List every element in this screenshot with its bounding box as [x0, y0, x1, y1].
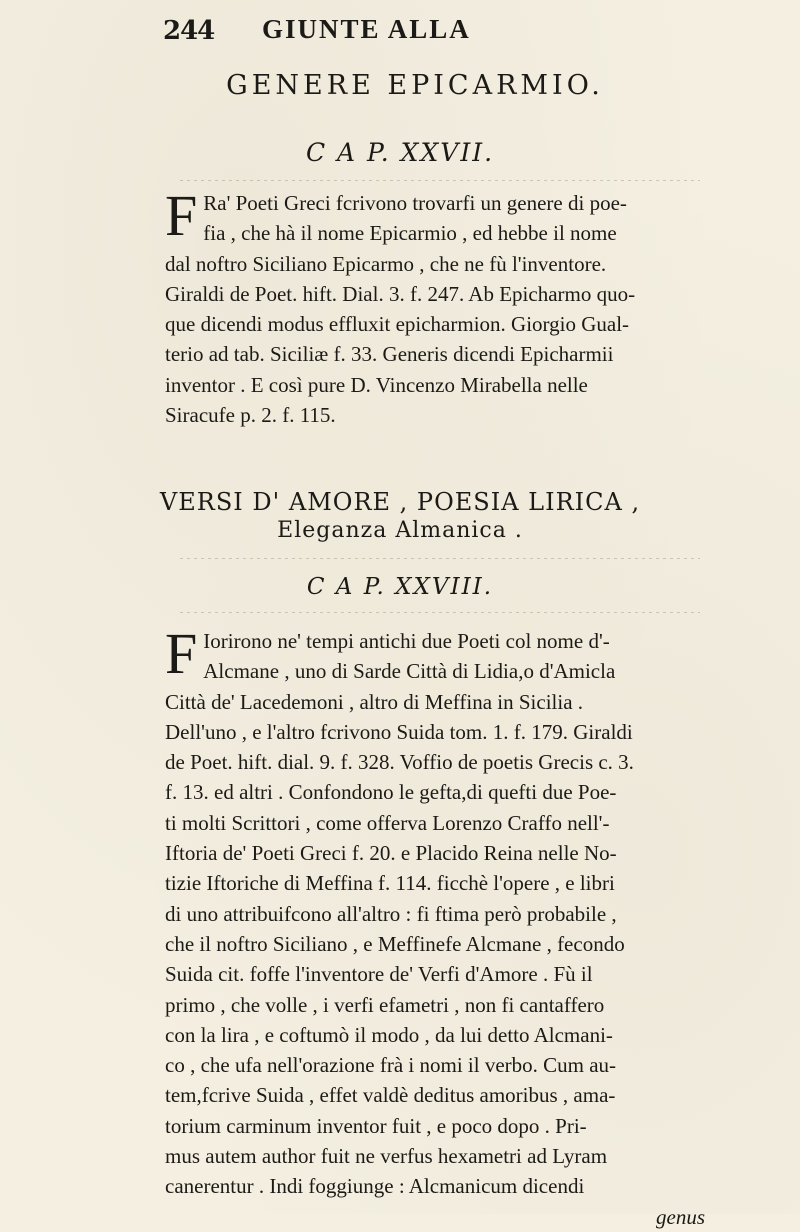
text-line: fia , che hà il nome Epicarmio , ed hebbe il nome: [203, 221, 617, 246]
text-line: di uno attribuifcono all'altro : fi ftima però probabile ,: [165, 901, 617, 926]
text-line: Dell'uno , e l'altro fcrivono Suida tom. 1. f. 179. Giraldi: [165, 719, 633, 744]
text-line: canerentur . Indi foggiunge : Alcmanicum dicendi: [165, 1174, 585, 1199]
paragraph-alcmane: [165, 621, 725, 1232]
page-header: [0, 14, 800, 54]
drop-cap: F: [165, 621, 198, 686]
drop-cap: F: [165, 183, 198, 248]
chapter-heading-28: C A P. XXVIII.: [306, 574, 494, 600]
text-line: torium carminum inventor fuit , e poco dopo . Pri-: [165, 1113, 587, 1138]
text-line: f. 13. ed altri . Confondono le gefta,di quefti due Poe-: [165, 780, 617, 805]
text-line: Città de' Lacedemoni , altro di Meffina in Sicilia .: [165, 689, 584, 714]
text-line: dal noftro Siciliano Epicarmo , che ne fù l'inventore.: [165, 251, 607, 276]
text-line: primo , che volle , i verfi efametri , non fi cantaffero: [165, 992, 605, 1017]
text-line: tizie Iftoriche di Meffina f. 114. ficchè l'opere , e libri: [165, 871, 615, 896]
text-line: terio ad tab. Siciliæ f. 33. Generis dicendi Epicharmii: [165, 342, 614, 367]
text-line: de Poet. hift. dial. 9. f. 328. Voffio de poetis Grecis c. 3.: [165, 750, 634, 775]
text-line: Iorirono ne' tempi antichi due Poeti col nome d'-: [203, 629, 610, 653]
text-line: che il noftro Siciliano , e Meffinefe Alcmane , fecondo: [165, 931, 625, 956]
text-line: mus autem author fuit ne verfus hexametri ad Lyram: [165, 1144, 608, 1169]
text-line: co , che ufa nell'orazione frà i nomi il verbo. Cum au-: [165, 1053, 617, 1078]
text-line: tem,fcrive Suida , effet valdè deditus amoribus , ama-: [165, 1083, 616, 1108]
running-head: GIUNTE ALLA: [262, 14, 471, 44]
chapter-heading-27: C A P. XXVII.: [305, 138, 495, 167]
text-line: ti molti Scrittori , come offerva Lorenzo Craffo nell'-: [165, 810, 610, 835]
text-line: que dicendi modus effluxit epicharmion. Giorgio Gual-: [165, 312, 630, 337]
divider: [180, 612, 700, 613]
section-subtitle: Eleganza Almanica .: [277, 518, 523, 543]
divider: [180, 180, 700, 181]
text-line: Alcmane , uno di Sarde Città di Lidia,o d'Amicla: [203, 659, 616, 684]
paragraph-epicarmio: [165, 183, 725, 430]
text-line: Iftoria de' Poeti Greci f. 20. e Placido Reina nelle No-: [165, 841, 617, 866]
text-line: inventor . E così pure D. Vincenzo Mirabella nelle: [165, 372, 588, 397]
text-line: Ra' Poeti Greci fcrivono trovarfi un genere di poe-: [203, 191, 627, 215]
section-title-versi-d-amore: VERSI D' AMORE , POESIA LIRICA ,: [159, 488, 641, 516]
text-line: Siracufe p. 2. f. 115.: [165, 403, 336, 428]
text-line: Giraldi de Poet. hift. Dial. 3. f. 247. Ab Epicharmo quo-: [165, 281, 636, 306]
text-line: con la lira , e coftumò il modo , da lui detto Alcmani-: [165, 1022, 613, 1047]
section-title-genere-epicarmio: GENERE EPICARMIO.: [226, 70, 604, 101]
page-number: 244: [163, 16, 215, 46]
divider: [180, 558, 700, 559]
catchword: genus: [656, 1204, 705, 1229]
text-line: Suida cit. foffe l'inventore de' Verfi d'Amore . Fù il: [165, 962, 593, 987]
